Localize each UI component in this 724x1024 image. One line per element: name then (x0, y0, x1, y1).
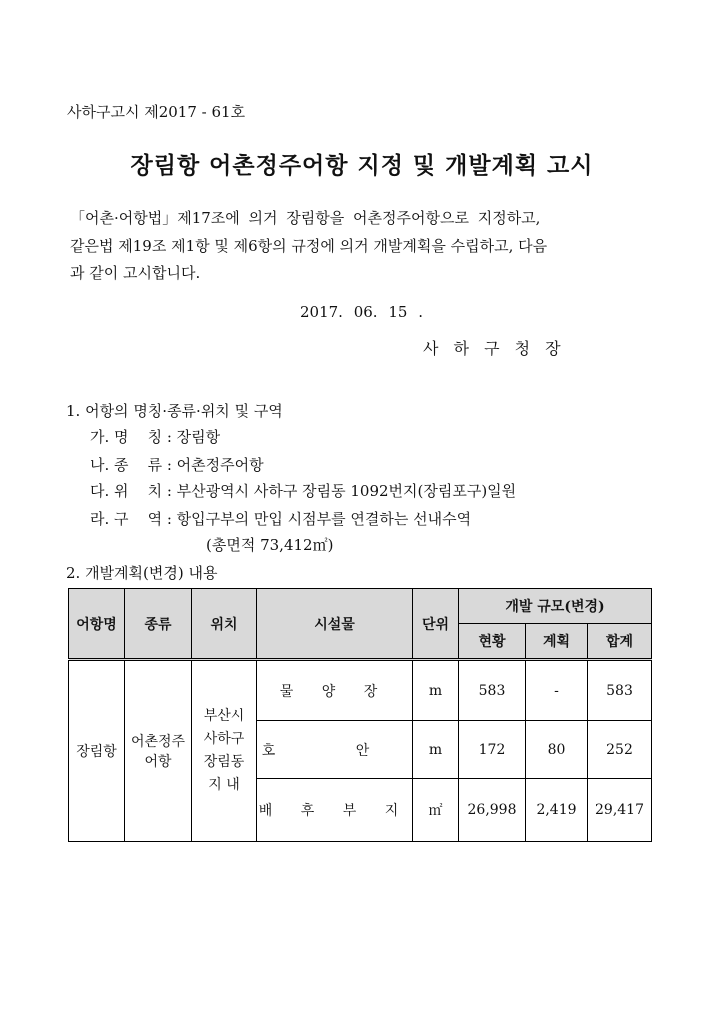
cell-unit: m (413, 660, 459, 721)
cell-total: 252 (588, 721, 652, 779)
header-location: 위치 (192, 589, 257, 660)
cell-location-line-2: 사하구 (203, 731, 245, 747)
area-note: (총면적 73,412㎡) (206, 536, 334, 554)
cell-port-name: 장림항 (69, 660, 125, 842)
cell-plan: - (526, 660, 588, 721)
header-facility: 시설물 (257, 589, 413, 660)
item-location: 다. 위 치 : 부산광역시 사하구 장림동 1092번지(장림포구)일원 (90, 482, 517, 500)
cell-type (125, 660, 192, 842)
cell-current: 172 (459, 721, 526, 779)
cell-facility (257, 721, 413, 779)
table-row (69, 660, 652, 721)
cell-plan: 2,419 (526, 779, 588, 842)
cell-plan: 80 (526, 721, 588, 779)
intro-line-2: 같은법 제19조 제1항 및 제6항의 규정에 의거 개발계획을 수립하고, 다음 (70, 237, 548, 255)
item-name: 가. 명 칭 : 장림항 (90, 428, 221, 446)
cell-unit: ㎡ (413, 779, 459, 842)
cell-location (192, 660, 257, 842)
facility-label: 배 후 부 지 (258, 803, 411, 819)
item-area: 라. 구 역 : 항입구부의 만입 시점부를 연결하는 선내수역 (90, 510, 472, 528)
facility-label: 호 안 (261, 742, 408, 759)
header-current: 현황 (459, 624, 526, 660)
header-plan: 계획 (526, 624, 588, 660)
document-title: 장림항 어촌정주어항 지정 및 개발계획 고시 (130, 152, 594, 179)
header-total: 합계 (588, 624, 652, 660)
cell-current: 583 (459, 660, 526, 721)
header-port-name: 어항명 (69, 589, 125, 660)
cell-location-line-4: 지 내 (208, 777, 240, 793)
notice-date: 2017. 06. 15 . (300, 303, 423, 321)
header-type: 종류 (125, 589, 192, 660)
cell-location-line-3: 장림동 (203, 754, 245, 770)
section-2-heading: 2. 개발계획(변경) 내용 (66, 564, 218, 582)
cell-total: 583 (588, 660, 652, 721)
header-scale-group: 개발 규모(변경) (459, 589, 652, 624)
cell-unit: m (413, 721, 459, 779)
cell-current: 26,998 (459, 779, 526, 842)
cell-facility (257, 660, 413, 721)
facility-label: 물 양 장 (279, 683, 390, 700)
intro-line-1: 「어촌·어항법」제17조에 의거 장림항을 어촌정주어항으로 지정하고, (70, 209, 541, 227)
item-type: 나. 종 류 : 어촌정주어항 (90, 456, 264, 474)
header-unit: 단위 (413, 589, 459, 660)
cell-type-line-2: 어항 (144, 754, 172, 770)
cell-total: 29,417 (588, 779, 652, 842)
development-plan-table (68, 588, 652, 842)
intro-line-3: 과 같이 고시합니다. (70, 264, 201, 282)
cell-type-line-1: 어촌정주 (130, 734, 186, 750)
cell-facility (257, 779, 413, 842)
notice-number: 사하구고시 제2017 - 61호 (67, 103, 246, 121)
issuer: 사 하 구 청 장 (423, 339, 566, 358)
cell-location-line-1: 부산시 (203, 708, 245, 724)
section-1-heading: 1. 어항의 명칭·종류·위치 및 구역 (66, 402, 283, 420)
